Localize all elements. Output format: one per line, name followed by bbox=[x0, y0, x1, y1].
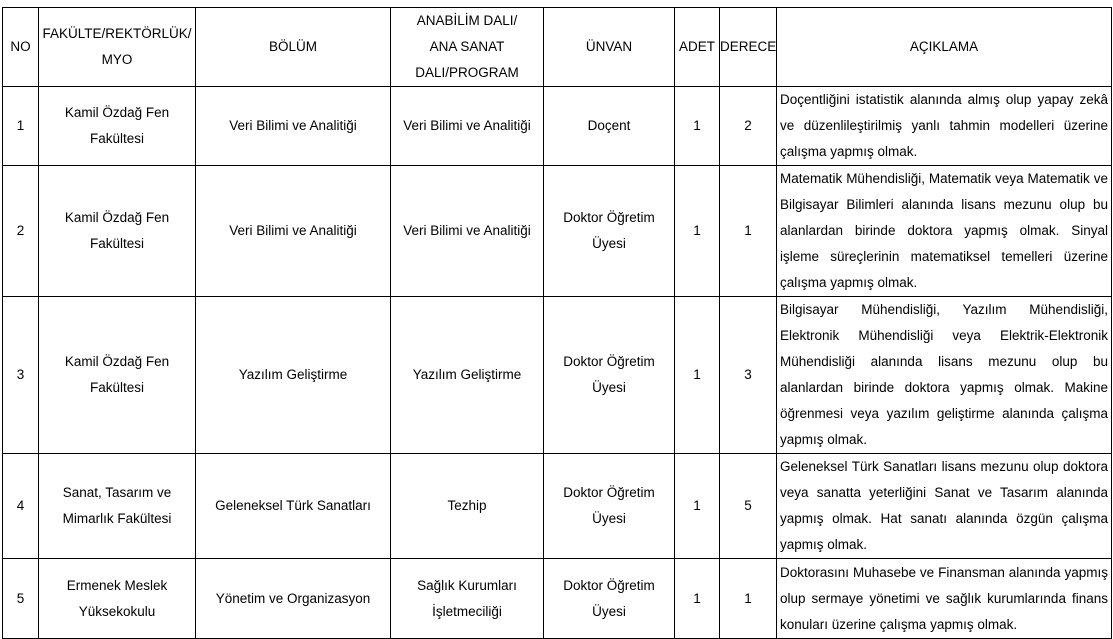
cell-no: 5 bbox=[3, 559, 39, 639]
table-row bbox=[3, 297, 1112, 454]
table-row bbox=[3, 87, 1112, 166]
cell-degree: 5 bbox=[720, 454, 777, 559]
cell-title: Doktor Öğretim Üyesi bbox=[544, 166, 675, 297]
cell-no: 2 bbox=[3, 166, 39, 297]
cell-department: Yönetim ve Organizasyon bbox=[196, 559, 391, 639]
cell-count: 1 bbox=[675, 87, 720, 166]
cell-division: Veri Bilimi ve Analitiği bbox=[391, 87, 544, 166]
table-row bbox=[3, 559, 1112, 639]
cell-department: Veri Bilimi ve Analitiği bbox=[196, 166, 391, 297]
cell-description: Doktorasını Muhasebe ve Finansman alanında yapmış olup sermaye yönetimi ve sağlık kurumlarında finans konuları üzerine çalışma yapmış olmak. bbox=[777, 559, 1112, 639]
cell-department: Yazılım Geliştirme bbox=[196, 297, 391, 454]
cell-degree: 2 bbox=[720, 87, 777, 166]
cell-division: Sağlık Kurumları İşletmeciliği bbox=[391, 559, 544, 639]
cell-title: Doktor Öğretim Üyesi bbox=[544, 454, 675, 559]
header-faculty: FAKÜLTE/REKTÖRLÜK/ MYO bbox=[39, 8, 196, 87]
cell-title: Doktor Öğretim Üyesi bbox=[544, 297, 675, 454]
cell-faculty: Kamil Özdağ Fen Fakültesi bbox=[39, 166, 196, 297]
header-description: AÇIKLAMA bbox=[777, 8, 1112, 87]
cell-description: Geleneksel Türk Sanatları lisans mezunu olup doktora veya sanatta yeterliğini Sanat ve Tasarım alanında yapmış olmak. Hat sanatı alanında özgün çalışma yapmış olmak. bbox=[777, 454, 1112, 559]
cell-degree: 1 bbox=[720, 559, 777, 639]
header-department: BÖLÜM bbox=[196, 8, 391, 87]
cell-department: Veri Bilimi ve Analitiği bbox=[196, 87, 391, 166]
cell-count: 1 bbox=[675, 454, 720, 559]
header-title: ÜNVAN bbox=[544, 8, 675, 87]
cell-department: Geleneksel Türk Sanatları bbox=[196, 454, 391, 559]
table-row bbox=[3, 166, 1112, 297]
cell-division: Veri Bilimi ve Analitiği bbox=[391, 166, 544, 297]
cell-degree: 1 bbox=[720, 166, 777, 297]
table-row bbox=[3, 454, 1112, 559]
cell-faculty: Ermenek Meslek Yüksekokulu bbox=[39, 559, 196, 639]
cell-no: 1 bbox=[3, 87, 39, 166]
cell-count: 1 bbox=[675, 297, 720, 454]
header-degree: DERECE bbox=[720, 8, 777, 87]
cell-description: Doçentliğini istatistik alanında almış olup yapay zekâ ve düzenlileştirilmiş yanlı tahmin modelleri üzerine çalışma yapmış olmak. bbox=[777, 87, 1112, 166]
cell-count: 1 bbox=[675, 559, 720, 639]
positions-table bbox=[2, 7, 1112, 639]
cell-no: 3 bbox=[3, 297, 39, 454]
cell-division: Tezhip bbox=[391, 454, 544, 559]
cell-division: Yazılım Geliştirme bbox=[391, 297, 544, 454]
header-division: ANABİLİM DALI/ ANA SANAT DALI/PROGRAM bbox=[391, 8, 544, 87]
header-count: ADET bbox=[675, 8, 720, 87]
cell-title: Doçent bbox=[544, 87, 675, 166]
header-row bbox=[3, 8, 1112, 87]
cell-no: 4 bbox=[3, 454, 39, 559]
cell-description: Matematik Mühendisliği, Matematik veya Matematik ve Bilgisayar Bilimleri alanında lisans mezunu olup bu alanlardan birinde doktora yapmış olmak. Sinyal işleme süreçlerinin matematiksel temelleri üzerine çalışma yapmış olmak. bbox=[777, 166, 1112, 297]
cell-description: Bilgisayar Mühendisliği, Yazılım Mühendisliği, Elektronik Mühendisliği veya Elektrik-Elektronik Mühendisliği alanında lisans mezunu olup bu alanlardan birinde doktora yapmış olmak. Makine öğrenmesi veya yazılım geliştirme alanında çalışma yapmış olmak. bbox=[777, 297, 1112, 454]
cell-faculty: Kamil Özdağ Fen Fakültesi bbox=[39, 297, 196, 454]
cell-count: 1 bbox=[675, 166, 720, 297]
cell-title: Doktor Öğretim Üyesi bbox=[544, 559, 675, 639]
cell-degree: 3 bbox=[720, 297, 777, 454]
cell-faculty: Kamil Özdağ Fen Fakültesi bbox=[39, 87, 196, 166]
cell-faculty: Sanat, Tasarım ve Mimarlık Fakültesi bbox=[39, 454, 196, 559]
header-no: NO bbox=[3, 8, 39, 87]
